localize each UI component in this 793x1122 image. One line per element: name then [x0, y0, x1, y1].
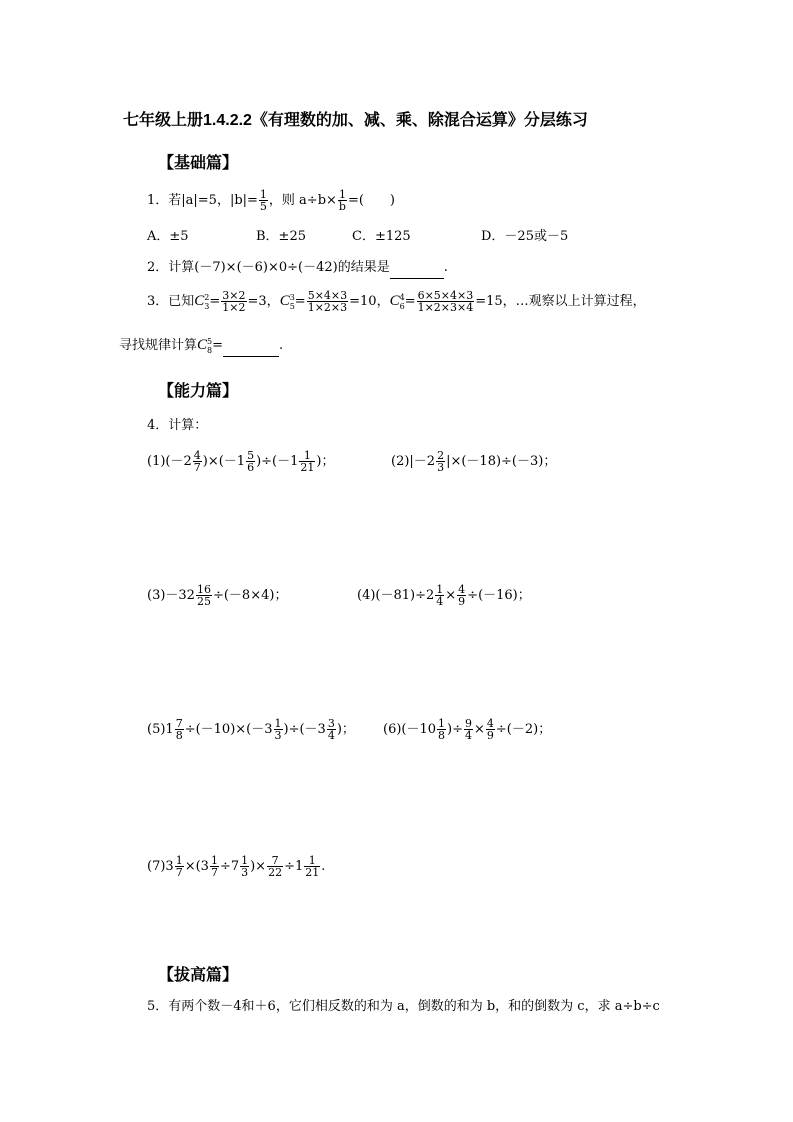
q4-part-3: (3)－32 $\frac{16}{25}$ ÷(－8×4)；: [147, 583, 288, 608]
fraction: $\frac{1}{7}$: [175, 854, 183, 879]
combination-symbol: C: [197, 337, 208, 353]
section-heading-ability: 【能力篇】: [158, 383, 239, 400]
q4-part-4: (4)(－81)÷2 $\frac{1}{4}$ × $\frac{4}{9}$ ÷(－16)；: [357, 583, 531, 608]
fraction: $\frac{1}{4}$: [436, 583, 444, 608]
q4-part-7: (7)3 $\frac{1}{7}$ ×(3 $\frac{1}{7}$ ÷7 $\frac{1}{3}$ )× $\frac{7}{22}$ ÷1 $\frac{1}{21}$ .: [147, 854, 326, 879]
fraction: $\frac{5}{6}$: [247, 449, 255, 474]
option-d: D．－25或－5: [481, 229, 569, 244]
fraction: $\frac{3\times 2}{1\times 2}$: [222, 289, 246, 314]
fraction: $\frac{1}{b}$: [338, 188, 346, 213]
q4-part-2: (2)|－2 $\frac{2}{3}$ |×(－18)÷(－3)；: [391, 449, 557, 474]
q3-value-2: =10，: [349, 294, 390, 309]
fraction: $\frac{1}{7}$: [210, 854, 218, 879]
q3-value-3: =15，…观察以上计算过程，: [475, 294, 646, 309]
fraction: $\frac{1}{3}$: [241, 854, 249, 879]
superscript-subscript: 3 5: [289, 292, 295, 311]
fraction: $\frac{1}{3}$: [274, 717, 282, 742]
q4-part-5: (5)1 $\frac{7}{8}$ ÷(－10)×(－3 $\frac{1}{3}$ )÷(－3 $\frac{3}{4}$ )；: [147, 717, 355, 742]
answer-blank: [390, 258, 444, 279]
combination-symbol: C: [279, 293, 290, 309]
q2-end: .: [443, 260, 448, 275]
q4-part-6: (6)(－10 $\frac{1}{8}$ )÷ $\frac{9}{4}$ × $\frac{4}{9}$ ÷(－2)；: [383, 717, 552, 742]
superscript-subscript: 5 8: [207, 336, 213, 355]
q3-value-1: =3，: [247, 294, 280, 309]
q1-mid: ，则 a÷b×: [268, 193, 337, 208]
fraction: $\frac{1}{5}$: [259, 188, 267, 213]
question-5: 5．有两个数－4和＋6，它们相反数的和为 a，倒数的和为 b，和的倒数为 c，求 a÷b÷c: [147, 999, 660, 1014]
fraction: $\frac{5\times 4\times 3}{1\times 2\times 3}$: [307, 289, 348, 314]
fraction: $\frac{1}{21}$: [300, 449, 315, 474]
fraction: $\frac{2}{3}$: [437, 449, 445, 474]
fraction: $\frac{7}{22}$: [268, 854, 283, 879]
superscript-subscript: 2 3: [204, 292, 210, 311]
fraction: $\frac{4}{9}$: [486, 717, 494, 742]
q4-part-1: (1)(－2 $\frac{4}{7}$ )×(－1 $\frac{5}{6}$ )÷(－1 $\frac{1}{21}$ )；: [147, 449, 335, 474]
question-3-line-2: 寻找规律计算C 5 8 = .: [119, 335, 283, 357]
section-heading-basic: 【基础篇】: [158, 155, 239, 172]
question-3: 3．已知C 2 3 = $\frac{3\times 2}{1\times 2}$ =3，C 3 5 = $\frac{5\times 4\times 3}{1\times 2\times 3}$ =10，C 4 6 = $\frac{6\times 5\times 4\times 3}{1\times 2\times 3\times 4}$ =15，…观察以上计算过程，: [147, 289, 646, 314]
option-b: B．±25: [256, 229, 306, 244]
q2-text: 2．计算(－7)×(－6)×0÷(－42)的结果是: [147, 260, 390, 275]
q3-end: .: [279, 338, 284, 353]
q3-line2-text: 寻找规律计算: [119, 338, 198, 353]
question-4-label: 4．计算：: [147, 418, 208, 433]
q1-prefix: 1．若|a|=5，|b|=: [147, 193, 258, 208]
fraction: $\frac{4}{7}$: [193, 449, 201, 474]
question-2: [147, 258, 448, 279]
fraction: $\frac{7}{8}$: [175, 717, 183, 742]
option-c: C．±125: [352, 229, 411, 244]
page-title: 七年级上册1.4.2.2《有理数的加、减、乘、除混合运算》分层练习: [123, 112, 588, 129]
combination-symbol: C: [389, 293, 400, 309]
question-1: [147, 189, 395, 212]
fraction: $\frac{3}{4}$: [327, 717, 335, 742]
option-a: A．±5: [147, 229, 189, 244]
q3-prefix: 3．已知: [147, 294, 195, 309]
fraction: $\frac{16}{25}$: [196, 583, 211, 608]
fraction: $\frac{4}{9}$: [458, 583, 466, 608]
answer-blank: [223, 336, 279, 357]
section-heading-advanced: 【拔高篇】: [158, 967, 239, 984]
fraction: $\frac{6\times 5\times 4\times 3}{1\times 2\times 3\times 4}$: [417, 289, 474, 314]
superscript-subscript: 4 6: [399, 292, 405, 311]
fraction: $\frac{9}{4}$: [465, 717, 472, 742]
fraction: $\frac{1}{8}$: [438, 717, 446, 742]
combination-symbol: C: [194, 293, 205, 309]
fraction: $\frac{1}{21}$: [305, 854, 320, 879]
q1-suffix: =( ): [347, 193, 396, 208]
